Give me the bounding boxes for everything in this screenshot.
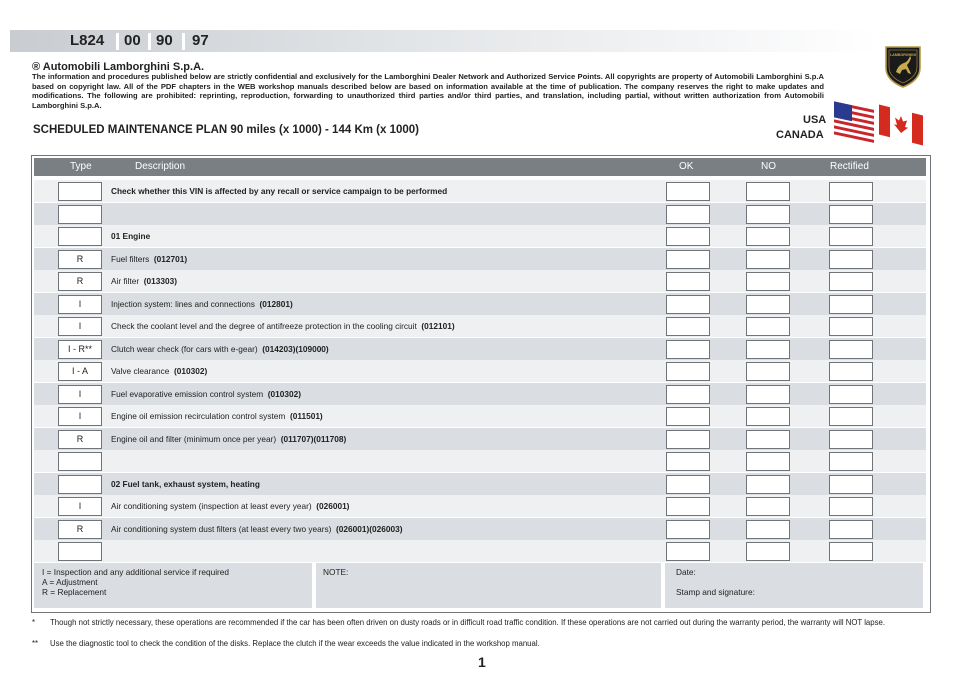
note-label: NOTE: — [323, 567, 349, 577]
ok-checkbox[interactable] — [666, 362, 710, 381]
type-cell — [58, 182, 102, 201]
table-row — [34, 248, 926, 270]
ok-checkbox[interactable] — [666, 520, 710, 539]
no-checkbox[interactable] — [746, 272, 790, 291]
country-canada: CANADA — [776, 129, 824, 141]
description-text: Check the coolant level and the degree of antifreeze protection in the cooling circuit — [111, 321, 417, 331]
column-header-rectified: Rectified — [830, 161, 869, 172]
ok-checkbox[interactable] — [666, 385, 710, 404]
note-box — [316, 563, 661, 608]
no-checkbox[interactable] — [746, 385, 790, 404]
ok-checkbox[interactable] — [666, 182, 710, 201]
rectified-checkbox[interactable] — [829, 295, 873, 314]
footnote-mark-2: ** — [32, 639, 39, 648]
rectified-checkbox[interactable] — [829, 317, 873, 336]
ok-checkbox[interactable] — [666, 205, 710, 224]
type-cell: R — [58, 250, 102, 269]
operation-code: (026001)(026003) — [336, 523, 403, 534]
rectified-checkbox[interactable] — [829, 272, 873, 291]
no-checkbox[interactable] — [746, 250, 790, 269]
type-cell: I — [58, 407, 102, 426]
column-header-type: Type — [70, 161, 92, 172]
ok-checkbox[interactable] — [666, 272, 710, 291]
code-separator — [116, 33, 119, 50]
no-checkbox[interactable] — [746, 452, 790, 471]
column-header-no: NO — [761, 161, 776, 172]
table-row — [34, 473, 926, 495]
type-cell: I — [58, 295, 102, 314]
no-checkbox[interactable] — [746, 227, 790, 246]
type-cell — [58, 452, 102, 471]
date-stamp-box — [665, 563, 923, 608]
code-separator — [148, 33, 151, 50]
doc-code-page: 97 — [192, 32, 209, 49]
date-label: Date: — [676, 567, 696, 577]
type-cell: R — [58, 272, 102, 291]
operation-code: (010302) — [174, 366, 208, 376]
rectified-checkbox[interactable] — [829, 452, 873, 471]
description-cell — [111, 473, 260, 495]
logo-text: LAMBORGHINI — [890, 53, 916, 57]
operation-code: (012801) — [259, 298, 293, 309]
legend-adjustment: A = Adjustment — [42, 577, 98, 587]
type-cell — [58, 542, 102, 561]
table-row — [34, 180, 926, 202]
description-cell — [111, 180, 447, 202]
type-cell — [58, 205, 102, 224]
description-text: Clutch wear check (for cars with e-gear) — [111, 343, 258, 354]
no-checkbox[interactable] — [746, 475, 790, 494]
country-usa: USA — [803, 114, 827, 126]
description-text: 01 Engine — [111, 231, 151, 241]
rectified-checkbox[interactable] — [829, 520, 873, 539]
operation-code: (026001) — [316, 501, 350, 511]
operation-code: (010302) — [267, 388, 302, 399]
table-row — [34, 540, 926, 562]
rectified-checkbox[interactable] — [829, 250, 873, 269]
type-cell: R — [58, 430, 102, 449]
table-row — [34, 315, 926, 337]
ok-checkbox[interactable] — [666, 340, 710, 359]
doc-code-section: 90 — [156, 32, 173, 49]
description-cell — [111, 225, 150, 247]
stamp-signature-label: Stamp and signature: — [676, 587, 755, 597]
legend-box — [34, 563, 312, 608]
description-text: Air filter — [111, 276, 140, 286]
description-cell — [111, 338, 329, 360]
description-cell — [111, 518, 402, 540]
table-row — [34, 360, 926, 382]
description-cell — [111, 315, 455, 337]
description-cell — [111, 270, 177, 292]
description-cell — [111, 405, 323, 427]
description-text: Injection system: lines and connections — [111, 298, 255, 309]
type-cell — [58, 475, 102, 494]
rectified-checkbox[interactable] — [829, 407, 873, 426]
no-checkbox[interactable] — [746, 340, 790, 359]
description-text: Air conditioning system dust filters (at least every two years) — [111, 523, 332, 534]
description-text: Check whether this VIN is affected by any recall or service campaign to be performed — [111, 186, 448, 196]
legend-replacement: R = Replacement — [42, 587, 107, 597]
rectified-checkbox[interactable] — [829, 475, 873, 494]
ok-checkbox[interactable] — [666, 317, 710, 336]
rectified-checkbox[interactable] — [829, 385, 873, 404]
type-cell: I — [58, 317, 102, 336]
ok-checkbox[interactable] — [666, 497, 710, 516]
company-name: ® Automobili Lamborghini S.p.A. — [32, 61, 205, 73]
type-cell: I — [58, 385, 102, 404]
table-row — [34, 225, 926, 247]
footnote-1: Though not strictly necessary, these operations are recommended if the car has been often driven on dusty roads or in difficult road traffic condition. If these operations are not carried out during the warranty period, the warranty will NOT lapse. — [50, 618, 886, 627]
no-checkbox[interactable] — [746, 430, 790, 449]
no-checkbox[interactable] — [746, 317, 790, 336]
table-row — [34, 293, 926, 315]
table-row — [34, 270, 926, 292]
table-row — [34, 428, 926, 450]
type-cell: I - R** — [58, 340, 102, 359]
description-cell — [111, 248, 187, 270]
rectified-checkbox[interactable] — [829, 340, 873, 359]
footnote-2: Use the diagnostic tool to check the condition of the disks. Replace the clutch if the wear exceeds the value indicated in the workshop manual. — [50, 639, 540, 648]
type-cell: I - A — [58, 362, 102, 381]
no-checkbox[interactable] — [746, 295, 790, 314]
table-row — [34, 203, 926, 225]
description-text: Fuel evaporative emission control system — [111, 388, 264, 399]
description-text: Fuel filters — [111, 253, 150, 264]
type-cell — [58, 227, 102, 246]
no-checkbox[interactable] — [746, 407, 790, 426]
description-cell — [111, 360, 207, 382]
description-text: Engine oil and filter (minimum once per year) — [111, 433, 277, 444]
ok-checkbox[interactable] — [666, 475, 710, 494]
description-cell — [111, 428, 346, 450]
doc-code-group: 00 — [124, 32, 141, 49]
rectified-checkbox[interactable] — [829, 542, 873, 561]
ok-checkbox[interactable] — [666, 542, 710, 561]
canada-flag-icon — [877, 104, 927, 150]
description-cell — [111, 293, 293, 315]
rectified-checkbox[interactable] — [829, 227, 873, 246]
description-cell — [111, 383, 301, 405]
ok-checkbox[interactable] — [666, 407, 710, 426]
page-number: 1 — [478, 654, 486, 670]
description-text: Valve clearance — [111, 366, 170, 376]
description-cell — [111, 495, 349, 517]
no-checkbox[interactable] — [746, 362, 790, 381]
table-row — [34, 338, 926, 360]
table-row — [34, 495, 926, 517]
column-header-ok: OK — [679, 161, 694, 172]
table-row — [34, 383, 926, 405]
plan-title: SCHEDULED MAINTENANCE PLAN 90 miles (x 1000) - 144 Km (x 1000) — [33, 124, 420, 136]
operation-code: (012101) — [421, 321, 455, 331]
rectified-checkbox[interactable] — [829, 430, 873, 449]
no-checkbox[interactable] — [746, 520, 790, 539]
legend-inspection: I = Inspection and any additional service if required — [42, 567, 230, 577]
footnote-mark-1: * — [32, 618, 36, 627]
table-row — [34, 405, 926, 427]
no-checkbox[interactable] — [746, 497, 790, 516]
lamborghini-logo — [884, 44, 922, 88]
rectified-checkbox[interactable] — [829, 182, 873, 201]
rectified-checkbox[interactable] — [829, 205, 873, 224]
no-checkbox[interactable] — [746, 182, 790, 201]
table-row — [34, 518, 926, 540]
operation-code: (014203)(109000) — [262, 343, 329, 354]
operation-code: (011707)(011708) — [280, 433, 347, 444]
ok-checkbox[interactable] — [666, 295, 710, 314]
description-text: Engine oil emission recirculation control system — [111, 411, 286, 421]
type-cell: I — [58, 497, 102, 516]
no-checkbox[interactable] — [746, 205, 790, 224]
rectified-checkbox[interactable] — [829, 362, 873, 381]
rectified-checkbox[interactable] — [829, 497, 873, 516]
operation-code: (012701) — [153, 253, 188, 264]
doc-code-model: L824 — [70, 32, 105, 49]
description-text: Air conditioning system (inspection at least every year) — [111, 501, 312, 511]
legal-notice: The information and procedures published below are strictly confidential and exclusively for the Lamborghini Dealer Network and Authorized Service Points. All copyrights are property of Automobili Lamborghini S.p.A based on copyright law. All of the PDF chapters in the WEB workshop manuals described below are based on information available at the time of publication. The company reserves the right to make updates and modifications. The following are prohibited: reprinting, reproduction, forwarding to unauthorized third parties and/or third parties, and translation, including partial, without written authorization from Automobili Lamborghini S.p.A. — [32, 72, 824, 110]
operation-code: (011501) — [289, 411, 323, 421]
no-checkbox[interactable] — [746, 542, 790, 561]
table-row — [34, 450, 926, 472]
ok-checkbox[interactable] — [666, 452, 710, 471]
usa-flag-icon — [832, 101, 878, 149]
ok-checkbox[interactable] — [666, 227, 710, 246]
operation-code: (013303) — [143, 276, 177, 286]
column-header-description: Description — [135, 161, 186, 172]
description-text: 02 Fuel tank, exhaust system, heating — [111, 478, 260, 489]
ok-checkbox[interactable] — [666, 430, 710, 449]
type-cell: R — [58, 520, 102, 539]
code-separator — [182, 33, 185, 50]
ok-checkbox[interactable] — [666, 250, 710, 269]
